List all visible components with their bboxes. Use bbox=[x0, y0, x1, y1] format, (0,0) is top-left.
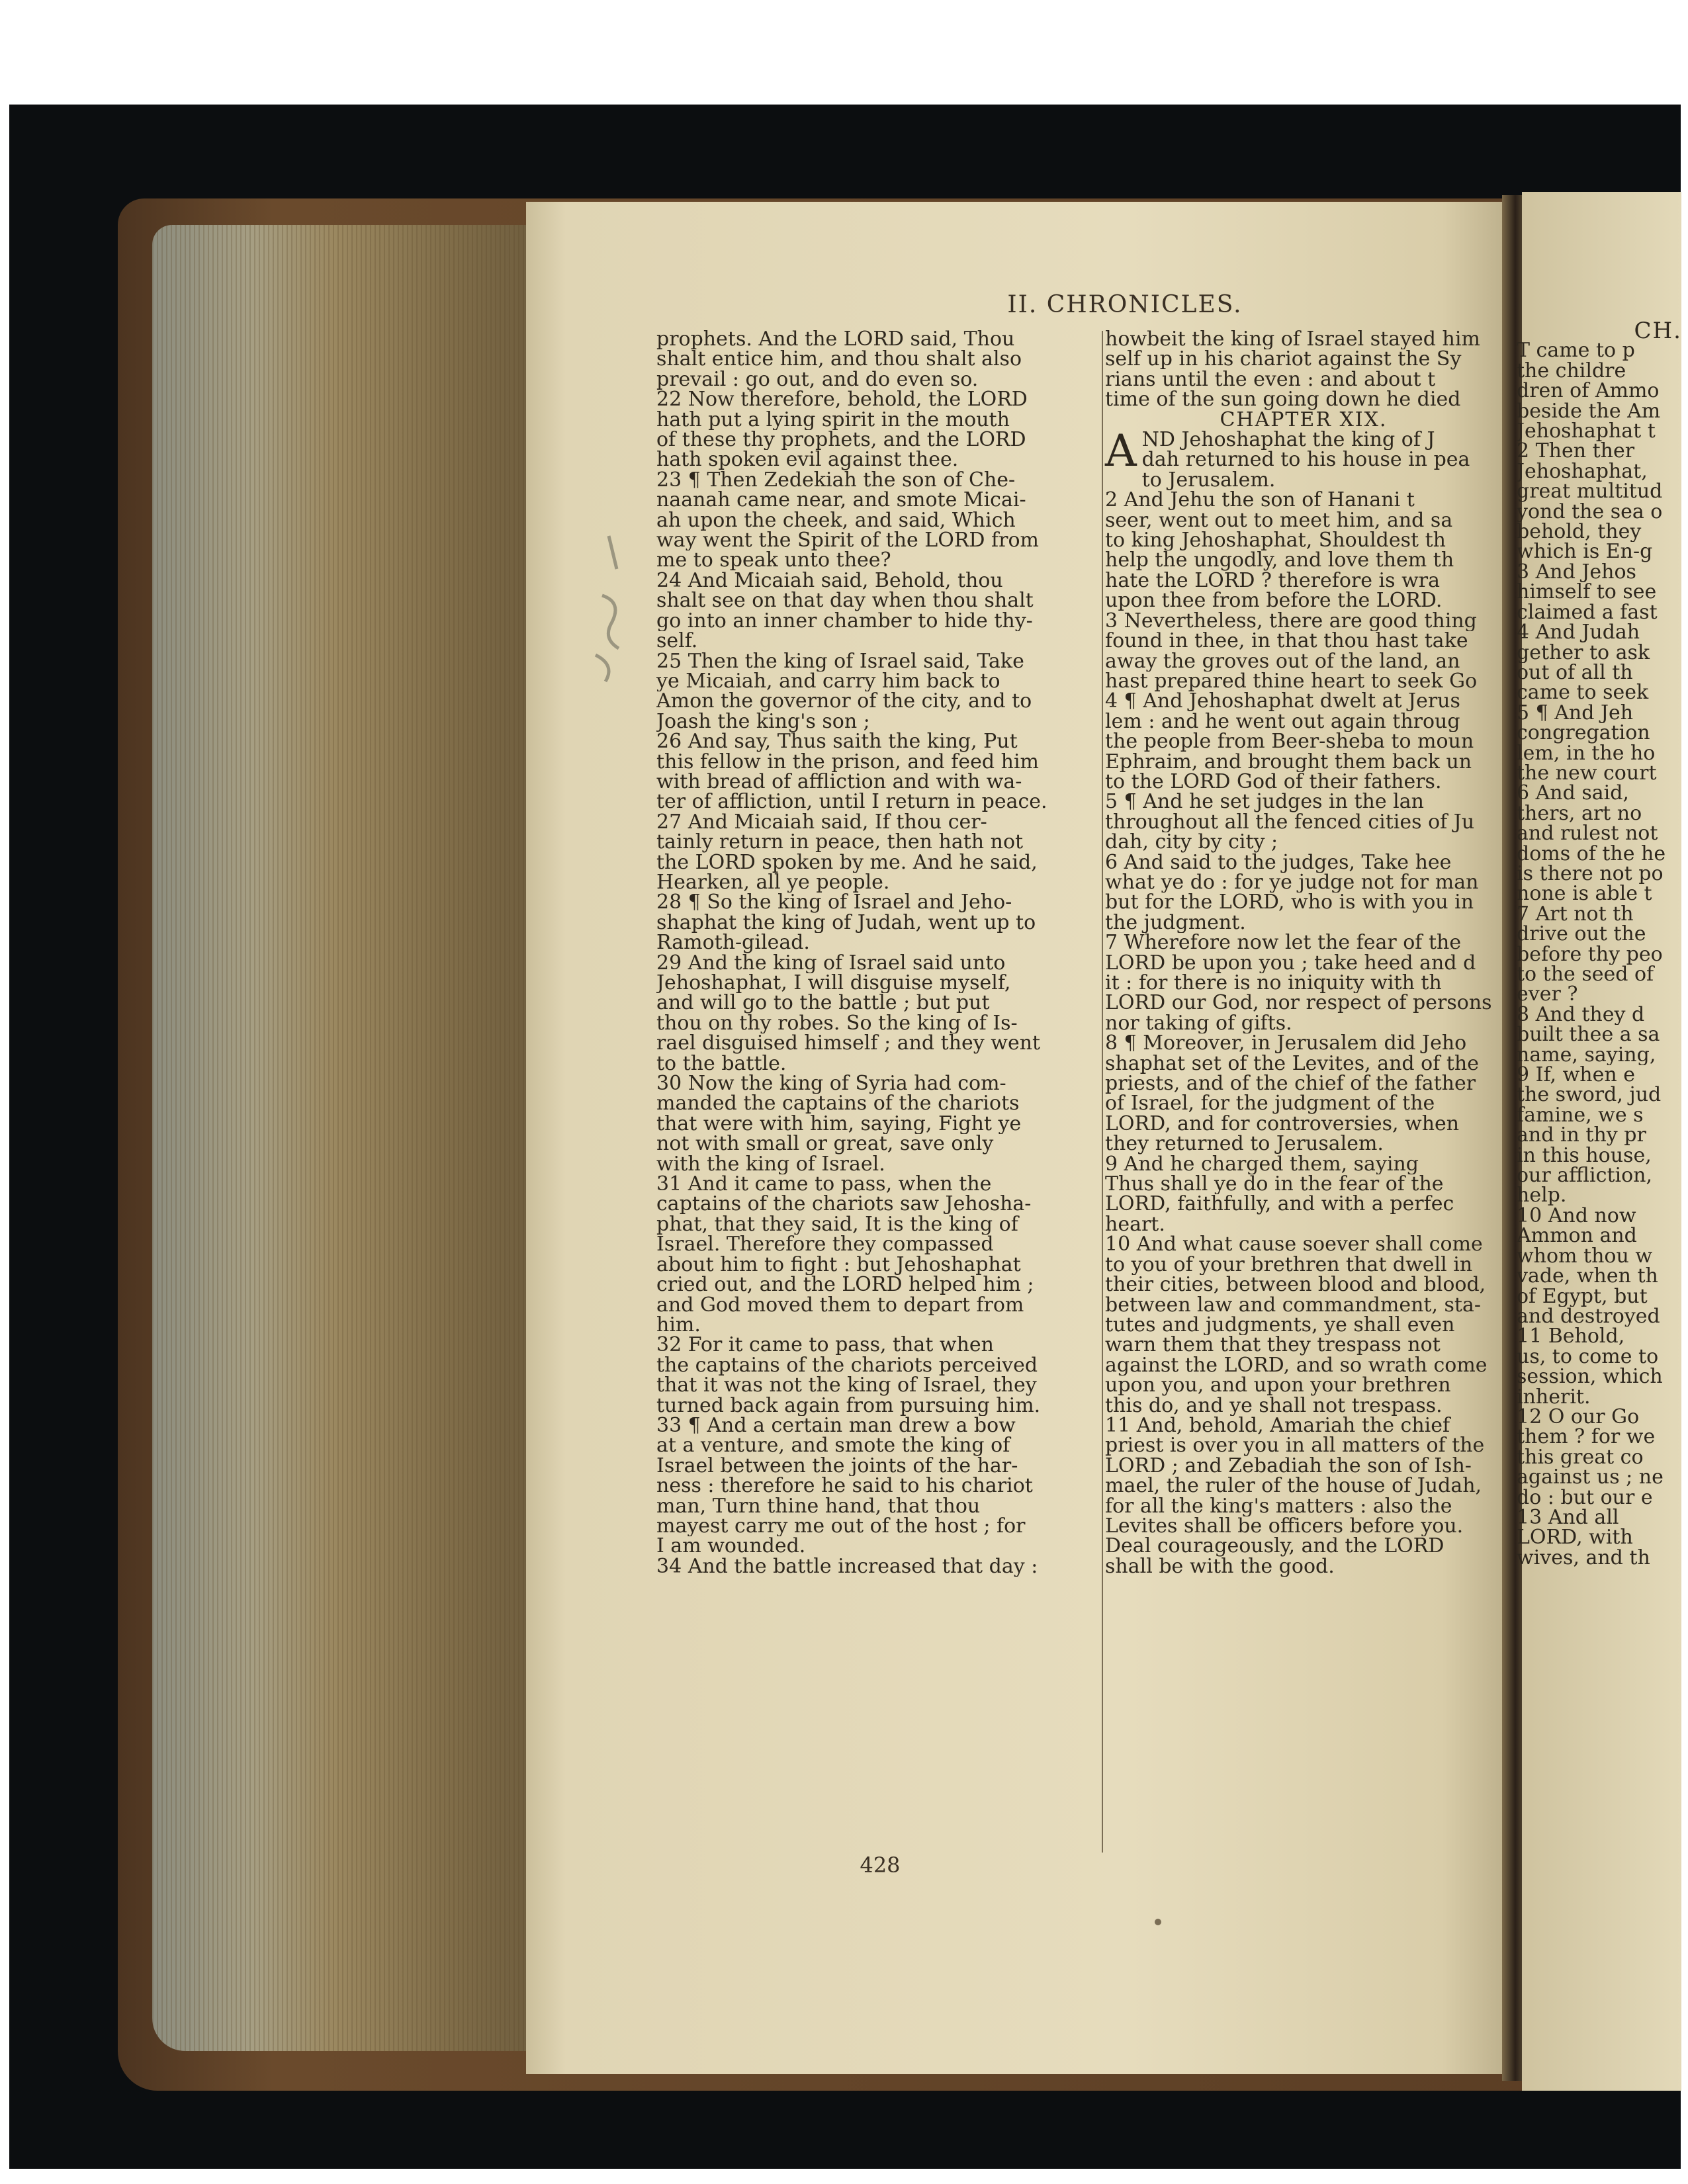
text-line: shaphat set of the Levites, and of the bbox=[1105, 1053, 1479, 1074]
text-line: prophets. And the LORD said, Thou bbox=[656, 329, 1015, 350]
text-line: Ephraim, and brought them back un bbox=[1105, 752, 1472, 772]
text-line: 5 ¶ And Jeh bbox=[1517, 703, 1634, 724]
text-line: yond the sea o bbox=[1517, 502, 1663, 523]
text-line: 9 If, when e bbox=[1517, 1065, 1635, 1086]
page-edges bbox=[152, 225, 556, 2051]
text-line: 13 And all bbox=[1517, 1507, 1619, 1528]
text-line: for all the king's matters : also the bbox=[1105, 1496, 1452, 1516]
text-line: and in thy pr bbox=[1517, 1125, 1646, 1146]
text-line: ness : therefore he said to his chariot bbox=[656, 1476, 1033, 1497]
text-line: prevail : go out, and do even so. bbox=[656, 369, 979, 390]
text-line: I am wounded. bbox=[656, 1536, 806, 1557]
text-line: Jehoshaphat, bbox=[1517, 461, 1648, 482]
text-line: priests, and of the chief of the father bbox=[1105, 1074, 1476, 1094]
text-line: inherit. bbox=[1517, 1387, 1591, 1407]
text-line: famine, we s bbox=[1517, 1105, 1644, 1126]
text-line: 6 And said, bbox=[1517, 783, 1629, 804]
text-line: at a venture, and smote the king of bbox=[656, 1436, 1010, 1456]
text-line: LORD, faithfully, and with a perfec bbox=[1105, 1194, 1454, 1215]
text-line: to king Jehoshaphat, Shouldest th bbox=[1105, 531, 1446, 551]
text-line: self. bbox=[656, 631, 698, 652]
text-line: man, Turn thine hand, that thou bbox=[656, 1496, 981, 1516]
text-line: and rulest not bbox=[1517, 824, 1658, 844]
text-line: ter of affliction, until I return in peace. bbox=[656, 792, 1047, 812]
text-line: our affliction, bbox=[1517, 1166, 1653, 1186]
text-line: shaphat the king of Judah, went up to bbox=[656, 912, 1036, 934]
text-line: LORD be upon you ; take heed and d bbox=[1105, 953, 1476, 973]
text-line: 6 And said to the judges, Take hee bbox=[1105, 852, 1452, 873]
text-line: 2 And Jehu the son of Hanani t bbox=[1105, 490, 1415, 511]
text-line: this fellow in the prison, and feed him bbox=[656, 752, 1039, 772]
text-line: LORD our God, nor respect of persons bbox=[1105, 993, 1492, 1014]
text-line: Ammon and bbox=[1517, 1226, 1637, 1246]
text-line: 33 ¶ And a certain man drew a bow bbox=[656, 1415, 1016, 1436]
text-line: 28 ¶ So the king of Israel and Jeho- bbox=[656, 893, 1012, 913]
text-line: and will go to the battle ; but put bbox=[656, 993, 990, 1014]
text-line: seer, went out to meet him, and sa bbox=[1105, 510, 1453, 531]
text-line: time of the sun going down he died bbox=[1105, 390, 1461, 410]
text-line: 11 Behold, bbox=[1517, 1327, 1625, 1347]
ink-spot bbox=[1155, 1919, 1161, 1925]
text-line: 5 ¶ And he set judges in the lan bbox=[1105, 792, 1424, 812]
text-line: to Jerusalem. bbox=[1141, 470, 1276, 491]
chapter-xviii-ending bbox=[1105, 329, 1502, 410]
right-page-text bbox=[1517, 341, 1688, 1568]
left-text-column bbox=[656, 329, 1108, 1577]
text-line: cried out, and the LORD helped him ; bbox=[656, 1275, 1034, 1295]
text-line: Jehoshaphat, I will disguise myself, bbox=[656, 973, 1011, 994]
text-line: the captains of the chariots perceived bbox=[656, 1355, 1038, 1376]
text-line: turned back again from pursuing him. bbox=[656, 1395, 1041, 1416]
text-line: way went the Spirit of the LORD from bbox=[656, 531, 1039, 551]
text-line: claimed a fast bbox=[1517, 602, 1658, 623]
text-line: and God moved them to depart from bbox=[656, 1295, 1024, 1315]
text-line: against the LORD, and so wrath come bbox=[1105, 1355, 1488, 1376]
text-line: Deal courageously, and the LORD bbox=[1105, 1536, 1444, 1557]
text-line: himself to see bbox=[1517, 582, 1657, 603]
text-line: Israel. Therefore they compassed bbox=[656, 1235, 994, 1255]
text-line: 32 For it came to pass, that when bbox=[656, 1335, 994, 1356]
text-line: dah, city by city ; bbox=[1105, 832, 1278, 853]
column-divider bbox=[1102, 331, 1103, 1853]
text-line: and destroyed bbox=[1517, 1306, 1660, 1327]
text-line: LORD, and for controversies, when bbox=[1105, 1114, 1460, 1135]
text-line: 25 Then the king of Israel said, Take bbox=[656, 651, 1024, 672]
text-line: congregation bbox=[1517, 723, 1650, 744]
text-line: 3 Nevertheless, there are good thing bbox=[1105, 611, 1477, 632]
text-line: do : but our e bbox=[1517, 1487, 1653, 1508]
text-line: them ? for we bbox=[1517, 1427, 1656, 1448]
text-line: upon thee from before the LORD. bbox=[1105, 591, 1443, 611]
text-line: drive out the bbox=[1517, 924, 1646, 945]
text-line: 22 Now therefore, behold, the LORD bbox=[656, 390, 1028, 410]
text-line: rael disguised himself ; and they went bbox=[656, 1033, 1041, 1054]
text-line: between law and commandment, sta- bbox=[1105, 1295, 1481, 1315]
text-line: LORD, with bbox=[1517, 1528, 1633, 1548]
drop-cap-lines bbox=[1105, 425, 1502, 477]
text-line: that were with him, saying, Fight ye bbox=[656, 1114, 1022, 1135]
text-line: hath put a lying spirit in the mouth bbox=[656, 410, 1010, 431]
text-line: 9 And he charged them, saying bbox=[1105, 1154, 1419, 1175]
text-line: vade, when th bbox=[1517, 1266, 1658, 1287]
text-line: doms of the he bbox=[1517, 844, 1666, 864]
text-line: Thus shall ye do in the fear of the bbox=[1105, 1174, 1444, 1195]
text-line: Amon the governor of the city, and to bbox=[656, 691, 1032, 712]
text-line: 29 And the king of Israel said unto bbox=[656, 953, 1006, 973]
text-line: 8 ¶ Moreover, in Jerusalem did Jeho bbox=[1105, 1033, 1467, 1054]
text-line: great multitud bbox=[1517, 482, 1663, 502]
text-line: wives, and th bbox=[1517, 1548, 1650, 1569]
middle-text-column bbox=[1105, 329, 1502, 1577]
text-line: ah upon the cheek, and said, Which bbox=[656, 510, 1016, 531]
text-line: 10 And now bbox=[1517, 1205, 1636, 1227]
text-line: help the ungodly, and love them th bbox=[1105, 550, 1454, 571]
text-line: Levites shall be officers before you. bbox=[1105, 1516, 1464, 1537]
text-line: of Egypt, but bbox=[1517, 1286, 1648, 1307]
text-line: against us ; ne bbox=[1517, 1467, 1664, 1488]
text-line: ever ? bbox=[1517, 984, 1578, 1005]
text-line: Ramoth-gilead. bbox=[656, 933, 810, 953]
text-line: the people from Beer-sheba to moun bbox=[1105, 732, 1474, 752]
text-line: 4 And Judah bbox=[1517, 623, 1640, 643]
text-line: the judgment. bbox=[1105, 912, 1246, 934]
text-line: none is able t bbox=[1517, 884, 1652, 904]
right-page-column bbox=[1517, 318, 1688, 1569]
text-line: 2 Then ther bbox=[1517, 441, 1635, 462]
text-line: manded the captains of the chariots bbox=[656, 1094, 1020, 1114]
text-line: with the king of Israel. bbox=[656, 1154, 885, 1175]
text-line: mael, the ruler of the house of Judah, bbox=[1105, 1476, 1482, 1497]
text-line: found in thee, in that thou hast take bbox=[1105, 631, 1468, 652]
text-line: with bread of affliction and with wa- bbox=[656, 771, 1022, 793]
text-line: to you of your brethren that dwell in bbox=[1105, 1254, 1473, 1276]
text-line: tutes and judgments, ye shall even bbox=[1105, 1315, 1455, 1336]
text-line: ND Jehoshaphat the king of J bbox=[1141, 430, 1435, 451]
text-line: help. bbox=[1517, 1186, 1567, 1206]
text-line: priest is over you in all matters of the bbox=[1105, 1436, 1485, 1456]
text-line: howbeit the king of Israel stayed him bbox=[1105, 329, 1480, 350]
text-line: came to seek bbox=[1517, 683, 1649, 703]
page-number: 428 bbox=[860, 1853, 901, 1878]
text-line: away the groves out of the land, an bbox=[1105, 651, 1460, 672]
text-line: whom thou w bbox=[1517, 1246, 1653, 1267]
text-line: mayest carry me out of the host ; for bbox=[656, 1516, 1026, 1537]
text-line: 11 And, behold, Amariah the chief bbox=[1105, 1415, 1450, 1436]
text-line: tainly return in peace, then hath not bbox=[656, 832, 1024, 853]
text-line: heart. bbox=[1105, 1214, 1165, 1235]
text-line: 26 And say, Thus saith the king, Put bbox=[656, 732, 1018, 752]
text-line: hath spoken evil against thee. bbox=[656, 450, 959, 470]
running-header: II. CHRONICLES. bbox=[1007, 291, 1243, 318]
text-line: of Israel, for the judgment of the bbox=[1105, 1094, 1435, 1114]
text-line: to the LORD God of their fathers. bbox=[1105, 771, 1442, 793]
text-line: T came to p bbox=[1517, 341, 1635, 361]
text-line: Jehoshaphat t bbox=[1517, 421, 1656, 442]
text-line: warn them that they trespass not bbox=[1105, 1335, 1441, 1356]
text-line: 4 ¶ And Jehoshaphat dwelt at Jerus bbox=[1105, 691, 1460, 712]
text-line: phat, that they said, It is the king of bbox=[656, 1214, 1018, 1235]
text-line: the LORD spoken by me. And he said, bbox=[656, 852, 1038, 873]
text-line: gether to ask bbox=[1517, 642, 1650, 663]
text-line: it : for there is no iniquity with th bbox=[1105, 973, 1442, 994]
text-line: Hearken, all ye people. bbox=[656, 872, 890, 893]
text-line: before thy peo bbox=[1517, 944, 1663, 965]
text-line: 27 And Micaiah said, If thou cer- bbox=[656, 812, 987, 833]
text-line: lem, in the ho bbox=[1517, 743, 1656, 764]
text-line: about him to fight : but Jehoshaphat bbox=[656, 1254, 1021, 1276]
text-line: 10 And what cause soever shall come bbox=[1105, 1235, 1483, 1255]
text-line: thers, art no bbox=[1517, 803, 1642, 824]
text-line: nor taking of gifts. bbox=[1105, 1013, 1292, 1034]
drop-cap: A bbox=[1105, 425, 1137, 477]
text-line: self up in his chariot against the Sy bbox=[1105, 349, 1462, 370]
text-line: rians until the even : and about t bbox=[1105, 369, 1436, 390]
text-line: 7 Art not th bbox=[1517, 904, 1634, 925]
text-line: to the seed of bbox=[1517, 965, 1654, 985]
text-line: LORD ; and Zebadiah the son of Ish- bbox=[1105, 1456, 1472, 1477]
text-line: 31 And it came to pass, when the bbox=[656, 1174, 992, 1195]
text-line: not with small or great, save only bbox=[656, 1134, 994, 1155]
text-line: hate the LORD ? therefore is wra bbox=[1105, 570, 1440, 591]
right-page-header: CH. bbox=[1634, 318, 1682, 344]
text-line: but for the LORD, who is with you in bbox=[1105, 893, 1474, 913]
text-line: in this house, bbox=[1517, 1145, 1652, 1166]
text-line: naanah came near, and smote Micai- bbox=[656, 490, 1026, 511]
text-line: shall be with the good. bbox=[1105, 1556, 1335, 1577]
text-line: built thee a sa bbox=[1517, 1025, 1660, 1045]
pencil-annotation bbox=[582, 523, 642, 695]
text-line: shalt entice him, and thou shalt also bbox=[656, 349, 1022, 370]
text-line: captains of the chariots saw Jehosha- bbox=[656, 1194, 1032, 1215]
text-line: 3 And Jehos bbox=[1517, 562, 1636, 583]
text-line: thou on thy robes. So the king of Is- bbox=[656, 1013, 1018, 1034]
text-line: they returned to Jerusalem. bbox=[1105, 1134, 1384, 1155]
text-line: what ye do : for ye judge not for man bbox=[1105, 872, 1479, 893]
text-line: ye Micaiah, and carry him back to bbox=[656, 671, 1000, 692]
text-line: of these thy prophets, and the LORD bbox=[656, 430, 1026, 451]
text-line: dren of Ammo bbox=[1517, 381, 1660, 402]
text-line: 23 ¶ Then Zedekiah the son of Che- bbox=[656, 470, 1016, 491]
text-line: him. bbox=[656, 1315, 701, 1336]
text-line: hast prepared thine heart to seek Go bbox=[1105, 671, 1478, 692]
text-line: lem : and he went out again throug bbox=[1105, 711, 1460, 732]
text-line: session, which bbox=[1517, 1367, 1663, 1387]
text-line: behold, they bbox=[1517, 522, 1642, 543]
text-line: 7 Wherefore now let the fear of the bbox=[1105, 933, 1462, 953]
text-line: me to speak unto thee? bbox=[656, 550, 891, 571]
text-line: their cities, between blood and blood, bbox=[1105, 1275, 1486, 1295]
text-line: us, to come to bbox=[1517, 1346, 1659, 1368]
text-line: is there not po bbox=[1517, 863, 1664, 885]
text-line: upon you, and upon your brethren bbox=[1105, 1376, 1451, 1396]
text-line: 24 And Micaiah said, Behold, thou bbox=[656, 570, 1003, 591]
text-line: 34 And the battle increased that day : bbox=[656, 1556, 1038, 1577]
text-line: name, saying, bbox=[1517, 1045, 1656, 1066]
text-line: 30 Now the king of Syria had com- bbox=[656, 1074, 1006, 1094]
text-line: which is En-g bbox=[1517, 542, 1653, 562]
text-line: that it was not the king of Israel, they bbox=[656, 1376, 1037, 1396]
text-line: 8 And they d bbox=[1517, 1004, 1645, 1026]
text-line: 12 O our Go bbox=[1517, 1407, 1640, 1428]
text-line: throughout all the fenced cities of Ju bbox=[1105, 812, 1475, 833]
text-line: the childre bbox=[1517, 361, 1626, 382]
text-line: the sword, jud bbox=[1517, 1085, 1662, 1106]
text-line: Israel between the joints of the har- bbox=[656, 1456, 1018, 1477]
text-line: go into an inner chamber to hide thy- bbox=[656, 611, 1033, 632]
text-line: Joash the king's son ; bbox=[656, 711, 870, 732]
chapter-heading: CHAPTER XIX. bbox=[1220, 408, 1388, 431]
text-line: shalt see on that day when thou shalt bbox=[656, 591, 1034, 611]
text-line: this do, and ye shall not trespass. bbox=[1105, 1395, 1443, 1416]
text-line: out of all th bbox=[1517, 662, 1633, 683]
chapter-opening bbox=[1105, 425, 1502, 477]
text-line: the new court bbox=[1517, 763, 1657, 784]
chapter-xix-text bbox=[1105, 470, 1502, 1577]
text-line: this great co bbox=[1517, 1447, 1644, 1468]
text-line: dah returned to his house in pea bbox=[1141, 450, 1470, 470]
text-line: to the battle. bbox=[656, 1053, 787, 1074]
text-line: beside the Am bbox=[1517, 401, 1661, 422]
